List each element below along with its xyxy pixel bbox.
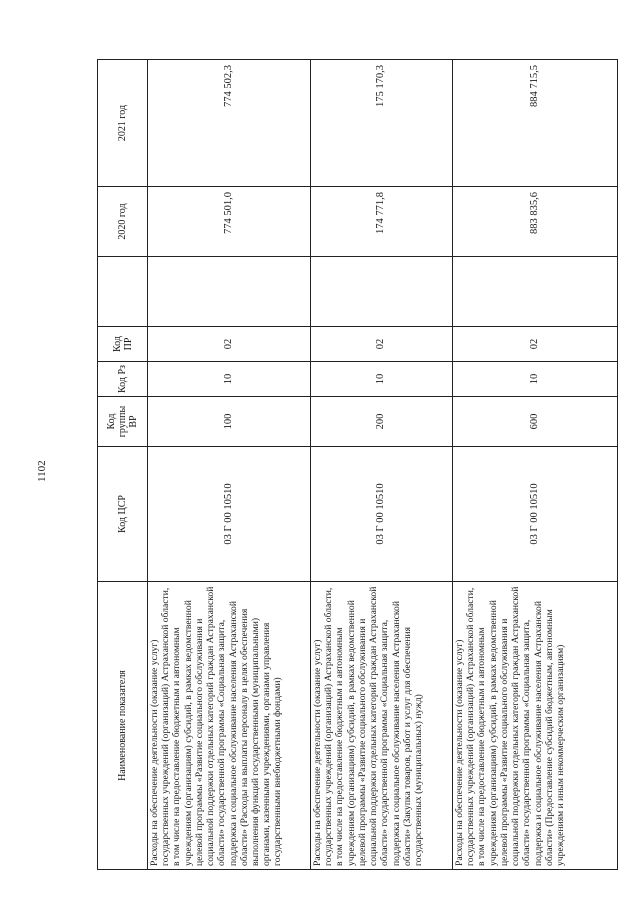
row-empty-cell [311, 257, 453, 327]
row-pr: 02 [311, 327, 453, 362]
header-empty [98, 257, 148, 327]
header-csr: Код ЦСР [98, 447, 148, 582]
header-2021: 2021 год [98, 60, 148, 187]
table-row [148, 60, 311, 870]
row-2021: 774 502,3 [148, 60, 311, 187]
row-name: Расходы на обеспечение деятельности (оказание услуг) государственных учреждений (организаций) Астраханской области, в том числе на предоставление бюджетным и автономным учреждениям (организациям) субсидий, в рамках ведомственной целевой программы «Развитие социального обслуживания и социальной поддержки отдельных категорий граждан Астраханской области» государственной программы «Социальная защита, поддержка и социальное обслуживание населения Астраханской области» (Закупка товаров, работ и услуг для обеспечения государственных (муниципальных) нужд) [311, 582, 453, 870]
row-2020: 883 835,6 [453, 187, 618, 257]
row-2021: 884 715,5 [453, 60, 618, 187]
row-empty-cell [453, 257, 618, 327]
table-row [453, 60, 618, 870]
row-empty-cell [148, 257, 311, 327]
row-csr: 03 Г 00 10510 [148, 447, 311, 582]
header-row [98, 60, 148, 870]
row-vr: 600 [453, 397, 618, 447]
row-csr: 03 Г 00 10510 [311, 447, 453, 582]
row-rz: 10 [148, 362, 311, 397]
table-row [311, 60, 453, 870]
rotated-table-container [97, 60, 617, 870]
header-name: Наименование показателя [98, 582, 148, 870]
header-vr: Код группы ВР [98, 397, 148, 447]
header-rz: Код Рз [98, 362, 148, 397]
row-vr: 200 [311, 397, 453, 447]
header-pr: Код ПР [98, 327, 148, 362]
row-2020: 174 771,8 [311, 187, 453, 257]
row-rz: 10 [453, 362, 618, 397]
budget-table [97, 59, 618, 870]
row-pr: 02 [148, 327, 311, 362]
row-2020: 774 501,0 [148, 187, 311, 257]
row-name: Расходы на обеспечение деятельности (оказание услуг) государственных учреждений (организаций) Астраханской области, в том числе на предоставление бюджетным и автономным учреждениям (организациям) субсидий, в рамках ведомственной целевой программы «Развитие социального обслуживания и социальной поддержки отдельных категорий граждан Астраханской области» государственной программы «Социальная защита, поддержка и социальное обслуживание населения Астраханской области» (Расходы на выплаты персоналу в целях обеспечения выполнения функций государственными (муниципальными) органами, казенными учреждениями, органами управления государственными внебюджетными фондами) [148, 582, 311, 870]
row-2021: 175 170,3 [311, 60, 453, 187]
row-name: Расходы на обеспечение деятельности (оказание услуг) государственных учреждений (организаций) Астраханской области, в том числе на предоставление бюджетным и автономным учреждениям (организациям) субсидий, в рамках ведомственной целевой программы «Развитие социального обслуживания и социальной поддержки отдельных категорий граждан Астраханской области» государственной программы «Социальная защита, поддержка и социальное обслуживание населения Астраханской области» (Предоставление субсидий бюджетным, автономным учреждениям и иным некоммерческим организациям) [453, 582, 618, 870]
row-rz: 10 [311, 362, 453, 397]
row-csr: 03 Г 00 10510 [453, 447, 618, 582]
page-number: 1102 [36, 460, 48, 482]
row-vr: 100 [148, 397, 311, 447]
header-2020: 2020 год [98, 187, 148, 257]
row-pr: 02 [453, 327, 618, 362]
